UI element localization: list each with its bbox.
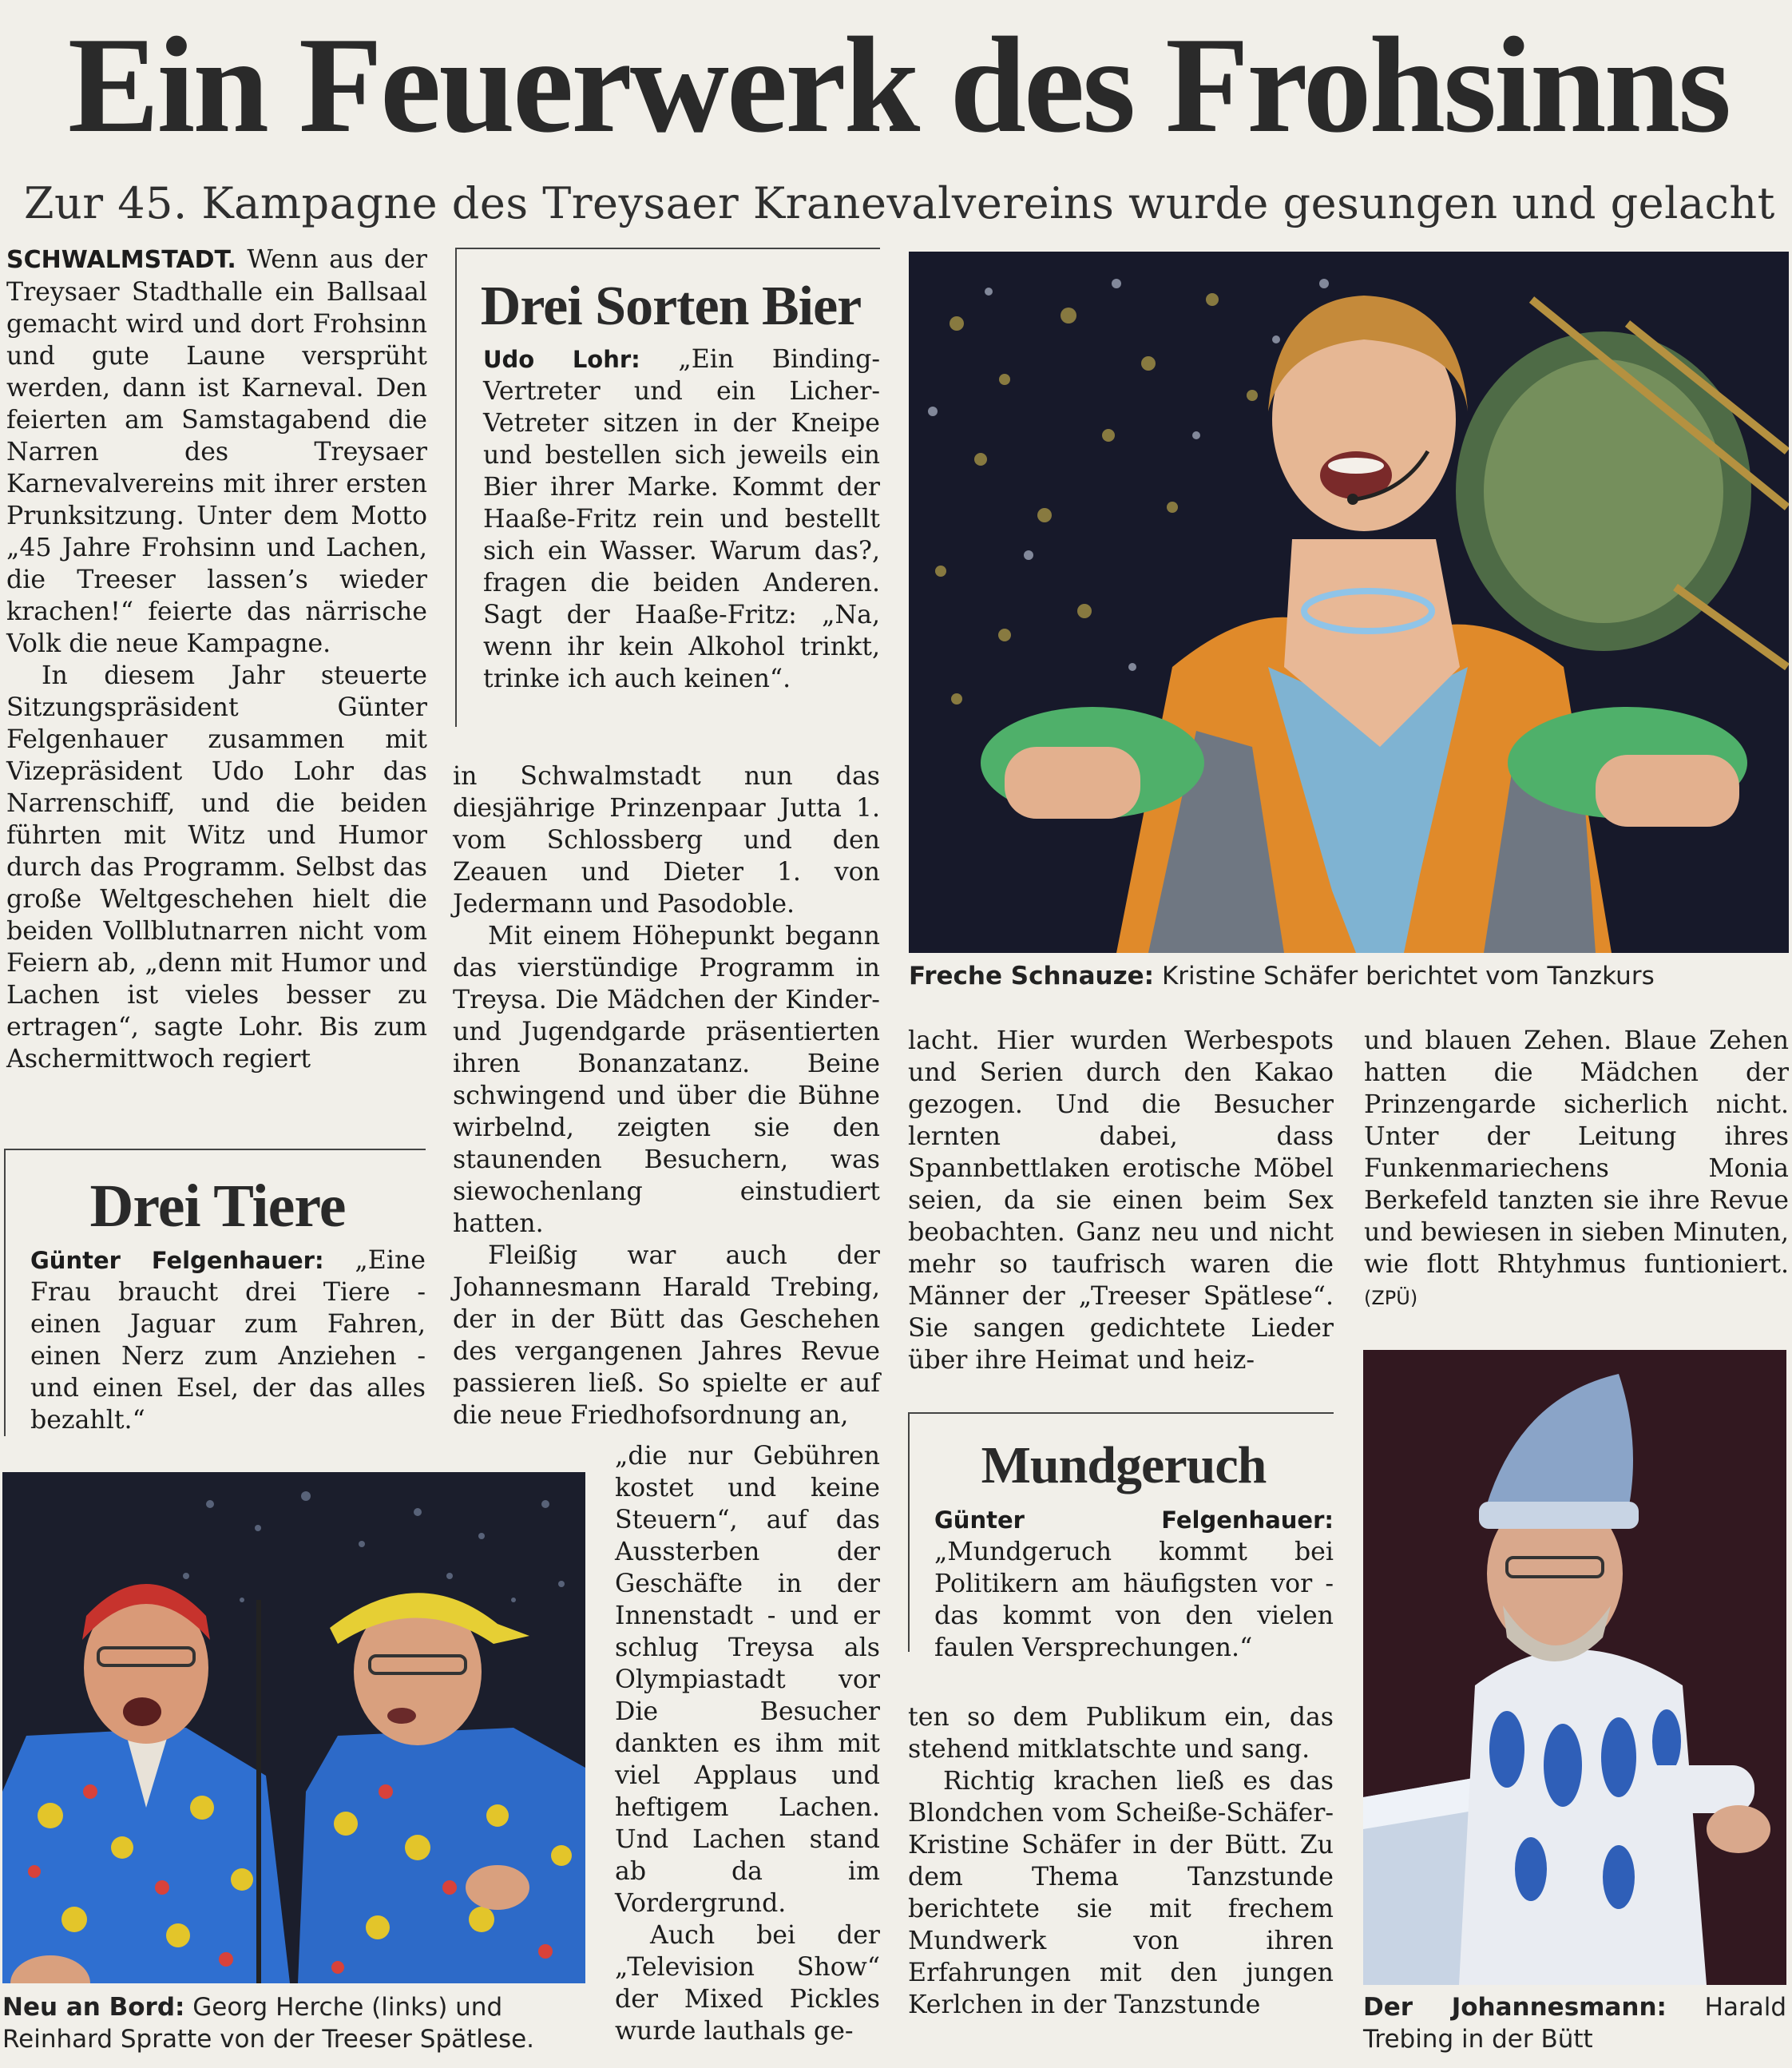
- caption-label: Der Johannesmann:: [1363, 1993, 1667, 2022]
- subheadline: Zur 45. Kampagne des Treysaer Kranevalvereins wurde gesungen und gelacht: [24, 178, 1775, 228]
- paragraph: [6, 244, 427, 660]
- photo-duo-singers: [2, 1472, 585, 1983]
- caption-johannes: [1363, 1991, 1786, 2055]
- author-credit: (ZPÜ): [1364, 1287, 1418, 1309]
- article-column-1: [6, 244, 427, 1075]
- box-left-rule: [908, 1412, 910, 1652]
- paragraph: lacht. Hier wurden Werbespots und Serien durch den Kakao gezogen. Und die Besucher lernten dabei, dass Spannbettlaken erotische Möbel seien, da sie einen beim Sex beobachten. Ganz neu und nicht mehr so taufrisch waren die Männer der „Treeser Spätlese“. Sie sangen gedichtete Lieder über ihre Heimat und heiz-: [908, 1026, 1334, 1375]
- box-author: Udo Lohr:: [483, 346, 640, 373]
- photo-johannesmann: [1363, 1350, 1786, 1985]
- box-left-rule: [4, 1149, 6, 1436]
- article-column-3: [908, 1025, 1334, 1376]
- box-tiere-text: [30, 1244, 426, 1436]
- caption-text: Kristine Schäfer berichtet vom Tanzkurs: [1161, 962, 1655, 990]
- caption-singer: [909, 960, 1787, 992]
- box-title-tiere: Drei Tiere: [89, 1173, 346, 1240]
- paragraph: In diesem Jahr steuerte Sitzungspräsident Günter Felgenhauer zusammen mit Vizepräsident Udo Lohr das Narrenschiff, und die beiden führten mit Witz und Humor durch das Programm. Selbst das große Weltgeschehen hielt die beiden Vollblutnarren nicht vom Feiern ab, „denn mit Humor und Lachen ist vieles besser zu ertragen“, sagte Lohr. Bis zum Aschermittwoch regiert: [6, 661, 427, 1074]
- box-top-rule: [4, 1149, 426, 1150]
- box-left-rule: [455, 248, 457, 727]
- headline: Ein Feuerwerk des Frohsinns: [67, 10, 1730, 161]
- article-column-3-bottom: [908, 1701, 1334, 2021]
- caption-text: Georg Herche (links) und Reinhard Spratte von der Treeser Spätlese.: [2, 1993, 535, 2054]
- box-title-bier: Drei Sorten Bier: [480, 276, 862, 337]
- box-top-rule: [455, 248, 880, 249]
- box-top-rule: [908, 1412, 1334, 1414]
- box-mundgeruch-text: [934, 1504, 1334, 1664]
- caption-text: Harald Trebing in der Bütt: [1363, 1993, 1787, 2054]
- paragraph: „die nur Gebühren kostet und keine Steuern“, auf das Aussterben der Geschäfte in der Innenstadt - und er schlug Treysa als Olympiastadt vor Die Besucher dankten es ihm mit viel Applaus und heftigem Lachen. Und Lachen stand ab da im Vordergrund.: [615, 1442, 880, 1918]
- caption-label: Freche Schnauze:: [909, 962, 1155, 990]
- paragraph-text: und blauen Zehen. Blaue Zehen hatten die Mädchen der Prinzengarde sicherlich nicht. Unter der Leitung ihres Funkenmariechens Monia Berkefeld tanzten sie ihre Revue und bewiesen in sieben Minuten, wie flott Rhtyhmus funtioniert.: [1364, 1026, 1789, 1279]
- caption-label: Neu an Bord:: [2, 1993, 185, 2022]
- dateline: SCHWALMSTADT.: [6, 246, 236, 274]
- box-quote: „Ein Binding-Vertreter und ein Licher-Vetreter sitzen in der Kneipe und bestellen sich jeweils ein Bier ihrer Marke. Kommt der Haaße-Fritz rein und bestellt sich ein Wasser. Warum das?, fragen die beiden Anderen. Sagt der Haaße-Fritz: „Na, wenn ihr kein Alkohol trinkt, trinke ich auch keinen“.: [483, 345, 880, 693]
- article-column-2: [453, 760, 880, 1431]
- box-bier-text: [483, 343, 880, 695]
- paragraph: Auch bei der „Television Show“ der Mixed Pickles wurde lauthals ge-: [615, 1921, 880, 2046]
- paragraph: ten so dem Publikum ein, das stehend mitklatschte und sang.: [908, 1703, 1334, 1764]
- paragraph: Fleißig war auch der Johannesmann Harald Trebing, der in der Bütt das Geschehen des vergangenen Jahres Revue passieren ließ. So spielte er auf die neue Friedhofsordnung an,: [453, 1241, 880, 1430]
- box-author: Günter Felgenhauer:: [30, 1247, 324, 1274]
- paragraph: [1364, 1025, 1789, 1314]
- caption-duo: [2, 1991, 589, 2055]
- box-author: Günter Felgenhauer:: [934, 1506, 1334, 1534]
- paragraph: Richtig krachen ließ es das Blondchen vom Scheiße-Schäfer- Kristine Schäfer in der Bütt. Zu dem Thema Tanzstunde berichtete sie mit frechem Mundwerk von ihren Erfahrungen mit den jungen Kerlchen in der Tanzstunde: [908, 1767, 1334, 2019]
- box-quote: „Mundgeruch kommt bei Politikern am häufigsten vor - das kommt von den vielen faulen Versprechungen.“: [934, 1538, 1334, 1662]
- photo-singer: [909, 252, 1789, 953]
- paragraph-text: Wenn aus der Treysaer Stadthalle ein Ballsaal gemacht wird und dort Frohsinn und gute Laune versprüht werden, dann ist Karneval. Den feierten am Samstagabend die Narren des Treysaer Karnevalvereins mit ihrer ersten Prunksitzung. Unter dem Motto „45 Jahre Frohsinn und Lachen, die Treeser lassen’s wieder krachen!“ feierte das närrische Volk die neue Kampagne.: [6, 245, 428, 658]
- box-title-mundgeruch: Mundgeruch: [981, 1436, 1267, 1494]
- article-column-4: [1364, 1025, 1789, 1314]
- paragraph: in Schwalmstadt nun das diesjährige Prinzenpaar Jutta 1. vom Schlossberg und den Zeauen und Dieter 1. von Jedermann und Pasodoble.: [453, 762, 880, 919]
- box-quote: „Eine Frau braucht drei Tiere - einen Jaguar zum Fahren, einen Nerz zum Anziehen - und einen Esel, der das alles bezahlt.“: [30, 1246, 426, 1435]
- article-column-2-narrow: [615, 1440, 880, 2047]
- paragraph: Mit einem Höhepunkt begann das vierstündige Programm in Treysa. Die Mädchen der Kinder- und Jugendgarde präsentierten ihren Bonanzatanz. Beine schwingend und über die Bühne wirbelnd, zeigten sie den staunenden Besuchern, was siewochenlang einstudiert hatten.: [453, 922, 880, 1238]
